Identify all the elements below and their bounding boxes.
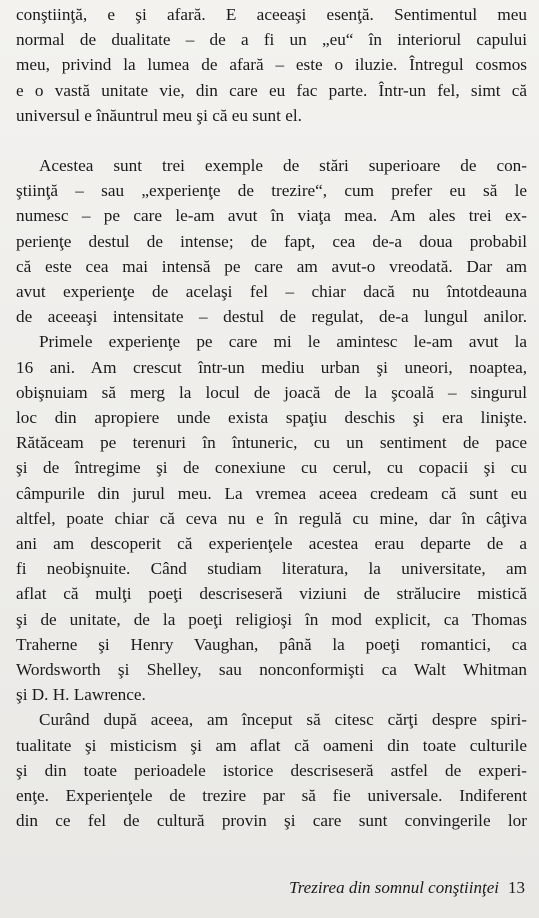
text-line: Wordsworth şi Shelley, sau nonconformişti ca Walt Whitman (16, 660, 527, 680)
paragraph (16, 707, 527, 833)
text-line: e o vastă unitate vie, din care eu fac parte. Într-un fel, simt că (16, 80, 527, 100)
paragraph (16, 329, 527, 707)
text-line: ani am descoperit că experienţele acestea erau departe de a (16, 534, 527, 554)
text-line: şi D. H. Lawrence. (16, 685, 146, 705)
page-footer (289, 876, 525, 900)
text-line: meu, privind la lumea de afară – este o iluzie. Întregul cosmos (16, 55, 527, 75)
text-line: Curând după aceea, am început să citesc cărţi despre spiri- (39, 710, 527, 730)
running-title: Trezirea din somnul conştiinţei (289, 878, 499, 897)
text-line: universul e înăuntrul meu şi că eu sunt el. (16, 105, 302, 125)
body-text (16, 2, 527, 834)
text-line: de aceeaşi intensitate – destul de regulat, de-a lungul anilor. (16, 307, 527, 327)
text-line: câmpurile din jurul meu. La vremea aceea credeam că sunt eu (16, 483, 527, 503)
text-line: aflat că mulţi poeţi descriseseră viziuni de strălucire mistică (16, 584, 527, 604)
text-line: conştiinţă, e şi afară. E aceeaşi esenţă. Sentimentul meu (16, 5, 527, 24)
text-line: Acestea sunt trei exemple de stări superioare de con- (39, 156, 527, 176)
paragraph (16, 153, 527, 329)
paragraph-gap (16, 128, 527, 153)
paragraph (16, 2, 527, 128)
text-line: că este cea mai intensă pe care am avut-o vreodată. Dar am (16, 256, 527, 276)
text-line: avut experienţe de acelaşi fel – chiar dacă nu întotdeauna (16, 282, 527, 302)
text-line: şi de întregime şi de conexiune cu cerul, cu copacii şi cu (16, 458, 527, 478)
text-line: fi neobişnuite. Când studiam literatura, la universitate, am (16, 559, 527, 579)
text-line: numesc – pe care le-am avut în viaţa mea. Am ales trei ex- (16, 206, 527, 226)
text-line: Rătăceam pe terenuri în întuneric, cu un sentiment de pace (16, 433, 527, 453)
text-line: şi de unitate, de la poeţi religioşi în mod explicit, ca Thomas (16, 609, 527, 629)
text-line: normal de dualitate – de a fi un „eu“ în interiorul capului (16, 30, 527, 50)
text-line: din ce fel de cultură provin şi care sunt convingerile lor (16, 811, 527, 831)
text-line: şi din toate perioadele istorice descriseseră astfel de experi- (16, 760, 527, 780)
text-line: obişnuiam să merg la locul de joacă de la şcoală – singurul (16, 382, 527, 402)
text-line: 16 ani. Am crescut într-un mediu urban şi uneori, noaptea, (16, 357, 527, 377)
text-line: perienţe destul de intense; de fapt, cea de-a doua probabil (16, 231, 527, 251)
text-line: loc din apropiere unde exista spaţiu deschis şi era linişte. (16, 408, 527, 428)
text-line: altfel, poate chiar că ceva nu e în regulă cu mine, dar în câţiva (16, 508, 527, 528)
text-line: enţe. Experienţele de trezire par să fie universale. Indiferent (16, 786, 527, 806)
text-line: ştiinţă – sau „experienţe de trezire“, cum prefer eu să le (16, 181, 527, 201)
page-number: 13 (508, 878, 525, 897)
text-line: Primele experienţe pe care mi le amintesc le-am avut la (39, 332, 527, 352)
text-line: tualitate şi misticism şi am aflat că oameni din toate culturile (16, 735, 527, 755)
text-line: Traherne şi Henry Vaughan, până la poeţi romantici, ca (16, 634, 527, 654)
